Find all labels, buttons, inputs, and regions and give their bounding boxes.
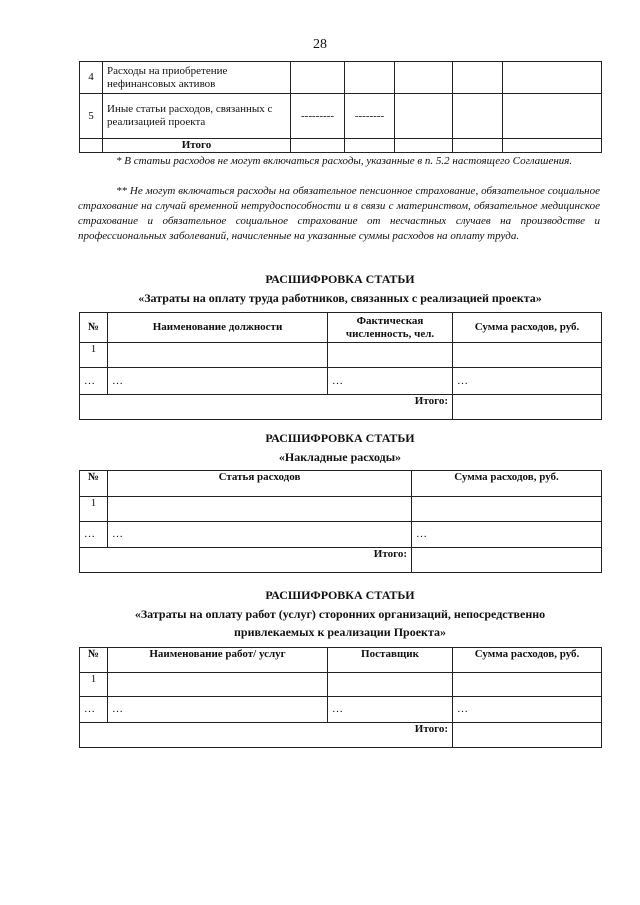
cell	[291, 139, 345, 153]
cell	[503, 139, 602, 153]
cell	[503, 94, 602, 139]
table-row	[80, 368, 602, 395]
total-amount	[453, 723, 602, 748]
total-amount	[453, 395, 602, 420]
total-label: Итого	[103, 139, 291, 153]
expense-item-name: Иные статьи расходов, связанных с реализацией проекта	[103, 94, 291, 139]
section-title: РАСШИФРОВКА СТАТЬИ	[265, 588, 415, 602]
table-row	[80, 94, 602, 139]
header-amount: Сумма расходов, руб.	[412, 471, 602, 497]
table-header-row	[80, 648, 602, 673]
table-header-row	[80, 471, 602, 497]
section-subtitle: «Затраты на оплату работ (услуг) сторонних организаций, непосредственно	[134, 607, 546, 621]
ellipsis-cell: …	[453, 368, 602, 395]
cell	[453, 94, 503, 139]
cell	[453, 139, 503, 153]
page-number: 28	[313, 37, 327, 52]
ellipsis-cell: …	[328, 368, 453, 395]
labor-costs-table	[79, 312, 602, 420]
table-row	[80, 62, 602, 94]
section-subtitle: «Накладные расходы»	[278, 450, 402, 464]
cell: --------	[345, 94, 395, 139]
cell	[453, 62, 503, 94]
cell	[108, 673, 328, 697]
header-supplier: Поставщик	[328, 648, 453, 673]
ellipsis-cell: …	[108, 522, 412, 548]
cell: ---------	[291, 94, 345, 139]
row-number: 5	[80, 94, 103, 139]
section-title: РАСШИФРОВКА СТАТЬИ	[265, 431, 415, 445]
header-expense-item: Статья расходов	[108, 471, 412, 497]
ellipsis-cell: …	[80, 697, 108, 723]
expense-items-table	[79, 61, 602, 153]
table-row	[80, 522, 602, 548]
total-row	[80, 723, 602, 748]
table-header-row	[80, 313, 602, 343]
ellipsis-cell: …	[328, 697, 453, 723]
cell	[503, 62, 602, 94]
expense-item-name: Расходы на приобретение нефинансовых активов	[103, 62, 291, 94]
cell	[80, 139, 103, 153]
section-subtitle: «Затраты на оплату труда работников, связанных с реализацией проекта»	[138, 291, 542, 305]
row-number: 1	[80, 497, 108, 522]
cell	[328, 343, 453, 368]
header-amount: Сумма расходов, руб.	[453, 648, 602, 673]
total-label: Итого:	[80, 548, 412, 573]
cell	[291, 62, 345, 94]
table-row	[80, 673, 602, 697]
header-service-name: Наименование работ/ услуг	[108, 648, 328, 673]
table-row	[80, 497, 602, 522]
row-number: 4	[80, 62, 103, 94]
cell	[453, 343, 602, 368]
header-headcount: Фактическая численность, чел.	[328, 313, 453, 343]
ellipsis-cell: …	[453, 697, 602, 723]
cell	[395, 139, 453, 153]
cell	[395, 62, 453, 94]
footnote-2: ** Не могут включаться расходы на обязательное пенсионное страхование, обязательное социальное страхование на случай временной нетрудоспособности и в связи с материнством, обязательное медицинское страхование и обязательное социальное страхование от несчастных случаев на производстве и профессиональных заболеваний, начисленные на указанные суммы расходов на оплату труда.	[78, 185, 600, 242]
cell	[395, 94, 453, 139]
total-row	[80, 548, 602, 573]
total-label: Итого:	[80, 723, 453, 748]
cell	[345, 62, 395, 94]
cell	[345, 139, 395, 153]
header-number: №	[80, 471, 108, 497]
total-row	[80, 139, 602, 153]
ellipsis-cell: …	[108, 697, 328, 723]
section-subtitle: привлекаемых к реализации Проекта»	[233, 625, 446, 639]
overhead-costs-table	[79, 470, 602, 573]
cell	[412, 497, 602, 522]
third-party-services-table	[79, 647, 602, 748]
ellipsis-cell: …	[80, 368, 108, 395]
cell	[108, 343, 328, 368]
header-position: Наименование должности	[108, 313, 328, 343]
total-label: Итого:	[80, 395, 453, 420]
section-title: РАСШИФРОВКА СТАТЬИ	[265, 272, 415, 286]
header-amount: Сумма расходов, руб.	[453, 313, 602, 343]
footnote-1: * В статьи расходов не могут включаться расходы, указанные в п. 5.2 настоящего Соглашения.	[116, 155, 573, 167]
header-number: №	[80, 313, 108, 343]
table-row	[80, 343, 602, 368]
total-row	[80, 395, 602, 420]
row-number: 1	[80, 343, 108, 368]
ellipsis-cell: …	[108, 368, 328, 395]
ellipsis-cell: …	[412, 522, 602, 548]
cell	[328, 673, 453, 697]
cell	[453, 673, 602, 697]
header-number: №	[80, 648, 108, 673]
row-number: 1	[80, 673, 108, 697]
total-amount	[412, 548, 602, 573]
ellipsis-cell: …	[80, 522, 108, 548]
cell	[108, 497, 412, 522]
table-row	[80, 697, 602, 723]
